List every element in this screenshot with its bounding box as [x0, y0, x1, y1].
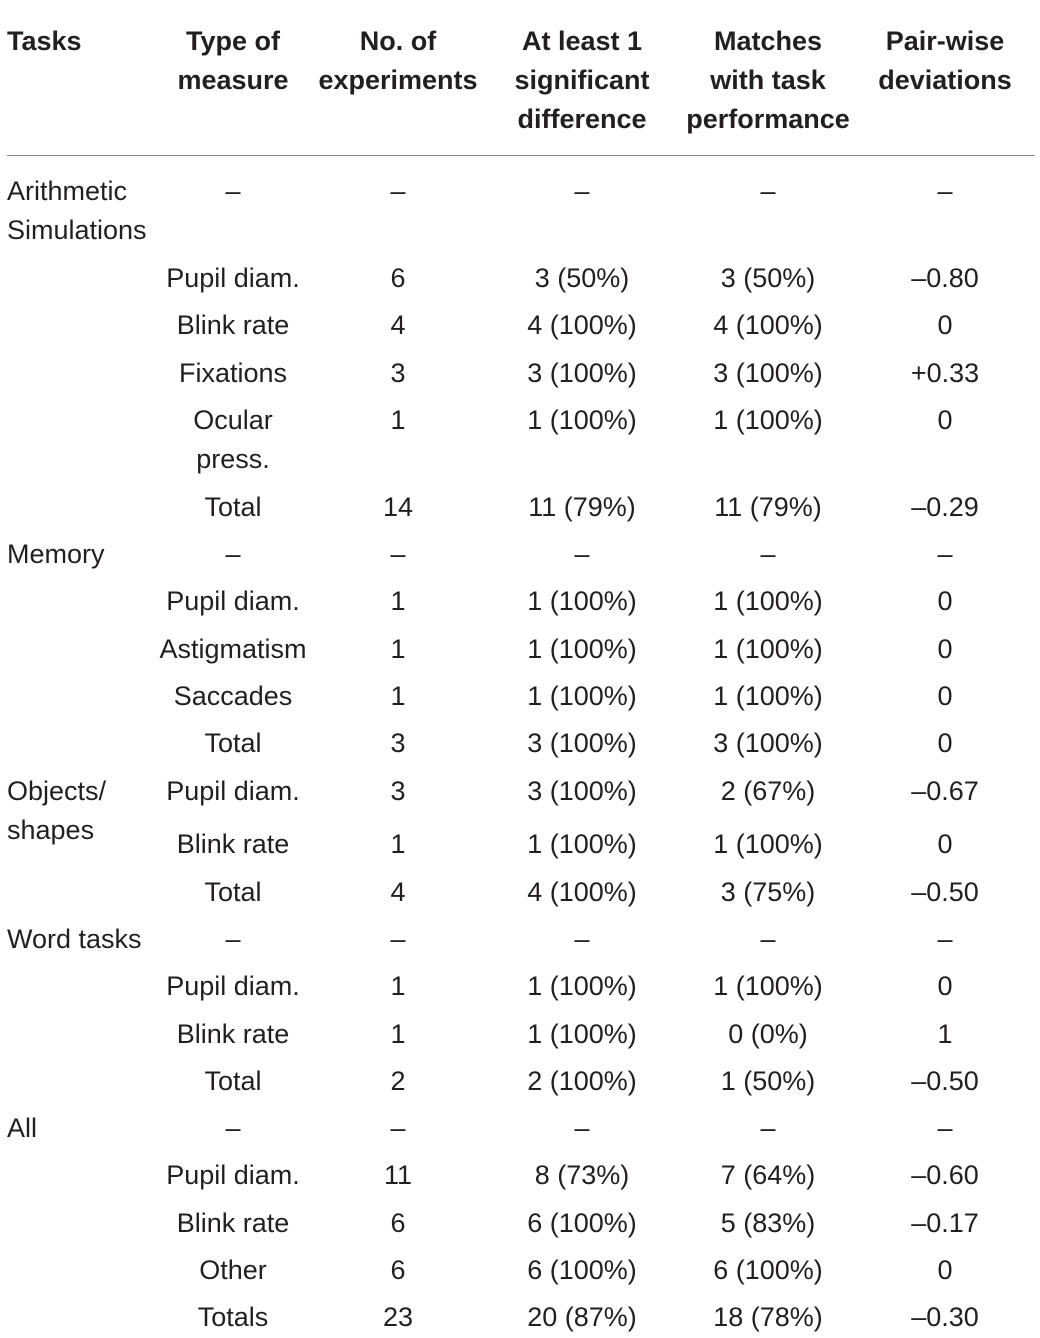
cell-type-of-measure: Pupil diam. — [166, 586, 300, 616]
cell-type-of-measure: Pupil diam. — [166, 776, 300, 806]
cell-no-of-experiments: 6 — [390, 263, 406, 293]
cell-matches-task-performance: 6 (100%) — [713, 1255, 823, 1285]
cell-significant-difference: 11 (79%) — [528, 492, 636, 522]
cell-pair-wise-deviations: 0 — [937, 1255, 953, 1285]
cell-pair-wise-deviations: 0 — [937, 728, 953, 758]
cell-significant-difference: 1 (100%) — [527, 681, 637, 711]
cell-matches-task-performance: 2 (67%) — [720, 776, 816, 806]
cell-significant-difference: – — [574, 924, 590, 954]
cell-pair-wise-deviations: 0 — [937, 405, 953, 435]
cell-pair-wise-deviations: –0.67 — [911, 776, 979, 806]
cell-significant-difference: – — [574, 176, 590, 206]
cell-matches-task-performance: 0 (0%) — [728, 1019, 808, 1049]
cell-type-of-measure: Blink rate — [176, 310, 290, 340]
cell-significant-difference: 4 (100%) — [527, 877, 637, 907]
cell-matches-task-performance: 3 (100%) — [713, 728, 823, 758]
cell-pair-wise-deviations: 0 — [937, 634, 953, 664]
cell-pair-wise-deviations: –0.17 — [911, 1208, 979, 1238]
cell-significant-difference: 1 (100%) — [527, 971, 637, 1001]
cell-no-of-experiments: – — [390, 176, 406, 206]
cell-pair-wise-deviations: – — [937, 176, 953, 206]
cell-matches-task-performance: 3 (50%) — [720, 263, 816, 293]
cell-type-of-measure: – — [225, 1113, 241, 1143]
cell-significant-difference: 20 (87%) — [527, 1302, 637, 1332]
cell-significant-difference: 1 (100%) — [527, 634, 637, 664]
cell-matches-task-performance: 3 (100%) — [713, 358, 823, 388]
cell-significant-difference: – — [574, 1113, 590, 1143]
cell-type-of-measure: Total — [204, 492, 262, 522]
cell-pair-wise-deviations: – — [937, 539, 953, 569]
cell-pair-wise-deviations: – — [937, 1113, 953, 1143]
cell-significant-difference: – — [574, 539, 590, 569]
cell-no-of-experiments: 11 — [383, 1160, 413, 1190]
cell-type-of-measure: Blink rate — [176, 1208, 290, 1238]
cell-no-of-experiments: 1 — [390, 1019, 406, 1049]
cell-no-of-experiments: 4 — [390, 877, 406, 907]
cell-significant-difference: 3 (100%) — [527, 358, 637, 388]
cell-no-of-experiments: 14 — [382, 492, 414, 522]
cell-matches-task-performance: 1 (100%) — [713, 681, 823, 711]
cell-pair-wise-deviations: 0 — [937, 310, 953, 340]
cell-no-of-experiments: 23 — [382, 1302, 414, 1332]
cell-matches-task-performance: 1 (100%) — [713, 405, 823, 435]
header-divider — [7, 155, 1035, 156]
cell-type-of-measure: Blink rate — [176, 1019, 290, 1049]
cell-matches-task-performance: 5 (83%) — [720, 1208, 816, 1238]
cell-matches-task-performance: – — [760, 539, 776, 569]
cell-pair-wise-deviations: +0.33 — [910, 358, 980, 388]
cell-no-of-experiments: 1 — [390, 634, 406, 664]
cell-task: Memory — [7, 539, 105, 569]
cell-matches-task-performance: 1 (100%) — [713, 634, 823, 664]
cell-matches-task-performance: 1 (100%) — [713, 971, 823, 1001]
cell-significant-difference: 6 (100%) — [527, 1208, 637, 1238]
header-tasks: Tasks — [7, 26, 82, 56]
cell-pair-wise-deviations: 1 — [937, 1019, 953, 1049]
cell-type-of-measure: Blink rate — [176, 829, 290, 859]
cell-matches-task-performance: 1 (100%) — [713, 586, 823, 616]
cell-matches-task-performance: – — [760, 1113, 776, 1143]
cell-significant-difference: 3 (100%) — [527, 728, 637, 758]
cell-pair-wise-deviations: – — [937, 924, 953, 954]
cell-no-of-experiments: 1 — [390, 829, 406, 859]
cell-pair-wise-deviations: 0 — [937, 971, 953, 1001]
cell-significant-difference: 3 (50%) — [534, 263, 630, 293]
cell-task: Word tasks — [7, 924, 142, 954]
cell-significant-difference: 4 (100%) — [527, 310, 637, 340]
cell-no-of-experiments: 1 — [390, 971, 406, 1001]
table-header — [0, 0, 1040, 155]
cell-matches-task-performance: 4 (100%) — [713, 310, 823, 340]
cell-no-of-experiments: – — [390, 924, 406, 954]
cell-task: Objects/ shapes — [7, 776, 107, 845]
cell-significant-difference: 3 (100%) — [527, 776, 637, 806]
cell-no-of-experiments: 3 — [390, 728, 406, 758]
cell-pair-wise-deviations: –0.50 — [911, 1066, 979, 1096]
cell-no-of-experiments: 6 — [390, 1255, 406, 1285]
cell-type-of-measure: Fixations — [178, 358, 288, 388]
cell-type-of-measure: Pupil diam. — [166, 263, 300, 293]
cell-pair-wise-deviations: –0.50 — [911, 877, 979, 907]
cell-type-of-measure: Total — [204, 1066, 262, 1096]
cell-no-of-experiments: – — [390, 539, 406, 569]
cell-pair-wise-deviations: 0 — [937, 681, 953, 711]
cell-type-of-measure: Astigmatism — [159, 634, 307, 664]
cell-task: Arithmetic Simulations — [7, 176, 147, 245]
cell-matches-task-performance: 1 (100%) — [713, 829, 823, 859]
cell-type-of-measure: – — [225, 176, 241, 206]
cell-type-of-measure: – — [225, 924, 241, 954]
cell-type-of-measure: Other — [199, 1255, 267, 1285]
cell-task: All — [7, 1113, 38, 1143]
cell-matches-task-performance: 18 (78%) — [713, 1302, 823, 1332]
cell-no-of-experiments: 1 — [390, 681, 406, 711]
cell-significant-difference: 1 (100%) — [527, 1019, 637, 1049]
cell-type-of-measure: Ocular press. — [193, 405, 273, 474]
cell-pair-wise-deviations: –0.60 — [911, 1160, 979, 1190]
cell-type-of-measure: Pupil diam. — [166, 971, 300, 1001]
cell-no-of-experiments: 4 — [390, 310, 406, 340]
cell-pair-wise-deviations: –0.80 — [911, 263, 979, 293]
cell-type-of-measure: Pupil diam. — [166, 1160, 300, 1190]
cell-matches-task-performance: 7 (64%) — [720, 1160, 816, 1190]
cell-no-of-experiments: 2 — [390, 1066, 406, 1096]
cell-pair-wise-deviations: 0 — [937, 586, 953, 616]
cell-no-of-experiments: 1 — [390, 405, 406, 435]
cell-significant-difference: 2 (100%) — [527, 1066, 637, 1096]
cell-no-of-experiments: 1 — [390, 586, 406, 616]
header-matches-task-performance: Matches with task performance — [686, 26, 850, 134]
cell-type-of-measure: Saccades — [173, 681, 293, 711]
cell-pair-wise-deviations: –0.29 — [911, 492, 979, 522]
cell-significant-difference: 1 (100%) — [527, 829, 637, 859]
cell-matches-task-performance: 11 (79%) — [714, 492, 822, 522]
cell-no-of-experiments: 6 — [390, 1208, 406, 1238]
header-pair-wise-deviations: Pair-wise deviations — [878, 26, 1012, 95]
cell-pair-wise-deviations: –0.30 — [911, 1302, 979, 1332]
header-no-of-experiments: No. of experiments — [318, 26, 478, 95]
cell-type-of-measure: Total — [204, 728, 262, 758]
cell-matches-task-performance: 3 (75%) — [720, 877, 816, 907]
cell-no-of-experiments: 3 — [390, 776, 406, 806]
cell-no-of-experiments: 3 — [390, 358, 406, 388]
cell-type-of-measure: Total — [204, 877, 262, 907]
cell-pair-wise-deviations: 0 — [937, 829, 953, 859]
cell-type-of-measure: Totals — [197, 1302, 269, 1332]
cell-significant-difference: 1 (100%) — [527, 405, 637, 435]
cell-significant-difference: 1 (100%) — [527, 586, 637, 616]
header-type-of-measure: Type of measure — [177, 26, 289, 95]
cell-matches-task-performance: – — [760, 176, 776, 206]
cell-matches-task-performance: 1 (50%) — [720, 1066, 816, 1096]
cell-type-of-measure: – — [225, 539, 241, 569]
cell-no-of-experiments: – — [390, 1113, 406, 1143]
cell-matches-task-performance: – — [760, 924, 776, 954]
header-significant-difference: At least 1 significant difference — [514, 26, 650, 134]
cell-significant-difference: 6 (100%) — [527, 1255, 637, 1285]
cell-significant-difference: 8 (73%) — [534, 1160, 630, 1190]
